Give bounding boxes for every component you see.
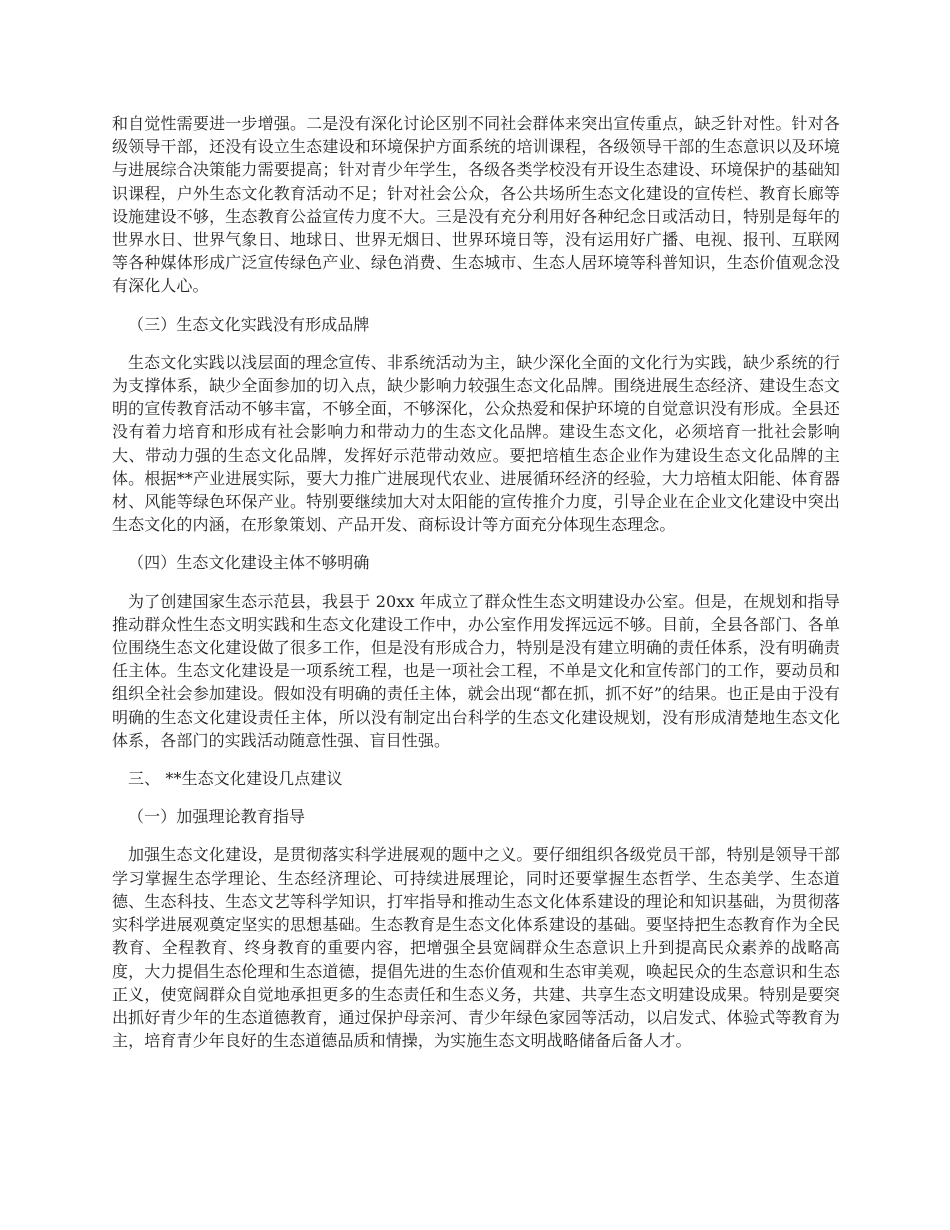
heading-theory-education: （一）加强理论教育指导 [128,807,306,827]
paragraph-unclear-subject: 为了创建国家生态示范县，我县于 20xx 年成立了群众性生态文明建设办公室。但是，在规划和指导推动群众性生态文明实践和生态文化建设工作中，办公室作用发挥远远不够。目前，全县各部门、各单位围绕生态文化建设做了很多工作，但是没有形成合力，特别是没有建立明确的责任体系，没有明确责任主体。生态文化建设是一项系统工程，也是一项社会工程，不单是文化和宣传部门的工作，要动员和组织全社会参加建设。假如没有明确的责任主体，就会出现“都在抓，抓不好”的结果。也正是由于没有明确的生态文化建设责任主体，所以没有制定出台科学的生态文化建设规划，没有形成清楚地生态文化体系，各部门的实践活动随意性强、盲目性强。 [112,591,840,750]
paragraph-ecological-awareness: 和自觉性需要进一步增强。二是没有深化讨论区别不同社会群体来突出宣传重点，缺乏针对性。针对各级领导干部，还没有设立生态建设和环境保护方面系统的培训课程，各级领导干部的生态意识以及环境与进展综合决策能力需要提高；针对青少年学生，各级各类学校没有开设生态建设、环境保护的基础知识课程，户外生态文化教育活动不足；针对社会公众，各公共场所生态文化建设的宣传栏、教育长廊等设施建设不够，生态教育公益宣传力度不大。三是没有充分利用好各种纪念日或活动日，特别是每年的世界水日、世界气象日、地球日、世界无烟日、世界环境日等，没有运用好广播、电视、报刊、互联网等各种媒体形成广泛宣传绿色产业、绿色消费、生态城市、生态人居环境等科普知识，生态价值观念没有深化人心。 [112,114,840,296]
heading-practice-brand: （三）生态文化实践没有形成品牌 [128,314,370,334]
paragraph-practice-brand: 生态文化实践以浅层面的理念宣传、非系统活动为主，缺少深化全面的文化行为实践，缺少系统的行为支撑体系，缺少全面参加的切入点，缺少影响力较强生态文化品牌。围绕进展生态经济、建设生态文明的宣传教育活动不够丰富，不够全面，不够深化，公众热爱和保护环境的自觉意识没有形成。全县还没有着力培育和形成有社会影响力和带动力的生态文化品牌。建设生态文化，必须培育一批社会影响大、带动力强的生态文化品牌，发挥好示范带动效应。要把培植生态企业作为建设生态文化品牌的主体。根据**产业进展实际，要大力推广进展现代农业、进展循环经济的经验，大力培植太阳能、体育器材、风能等绿色环保产业。特别要继续加大对太阳能的宣传推介力度，引导企业在企业文化建设中突出生态文化的内涵，在形象策划、产品开发、商标设计等方面充分体现生态理念。 [112,352,840,535]
paragraph-theory-education: 加强生态文化建设，是贯彻落实科学进展观的题中之义。要仔细组织各级党员干部，特别是领导干部学习掌握生态学理论、生态经济理论、可持续进展理论，同时还要掌握生态哲学、生态美学、生态道德、生态科技、生态文艺等科学知识，打牢指导和推动生态文化体系建设的理论和知识基础，为贯彻落实科学进展观奠定坚实的思想基础。生态教育是生态文化体系建设的基础。要坚持把生态教育作为全民教育、全程教育、终身教育的重要内容，把增强全县宽阔群众生态意识上升到提高民众素养的战略高度，大力提倡生态伦理和生态道德，提倡先进的生态价值观和生态审美观，唤起民众的生态意识和生态正义，使宽阔群众自觉地承担更多的生态责任和生态义务，共建、共享生态文明建设成果。特别是要突出抓好青少年的生态道德教育，通过保护母亲河、青少年绿色家园等活动，以启发式、体验式等教育为主，培育青少年良好的生态道德品质和情操，为实施生态文明战略储备后备人才。 [112,845,840,1051]
document-page [112,112,840,1052]
heading-unclear-subject: （四）生态文化建设主体不够明确 [128,553,370,573]
section-suggestions-title: 三、 **生态文化建设几点建议 [128,769,343,789]
